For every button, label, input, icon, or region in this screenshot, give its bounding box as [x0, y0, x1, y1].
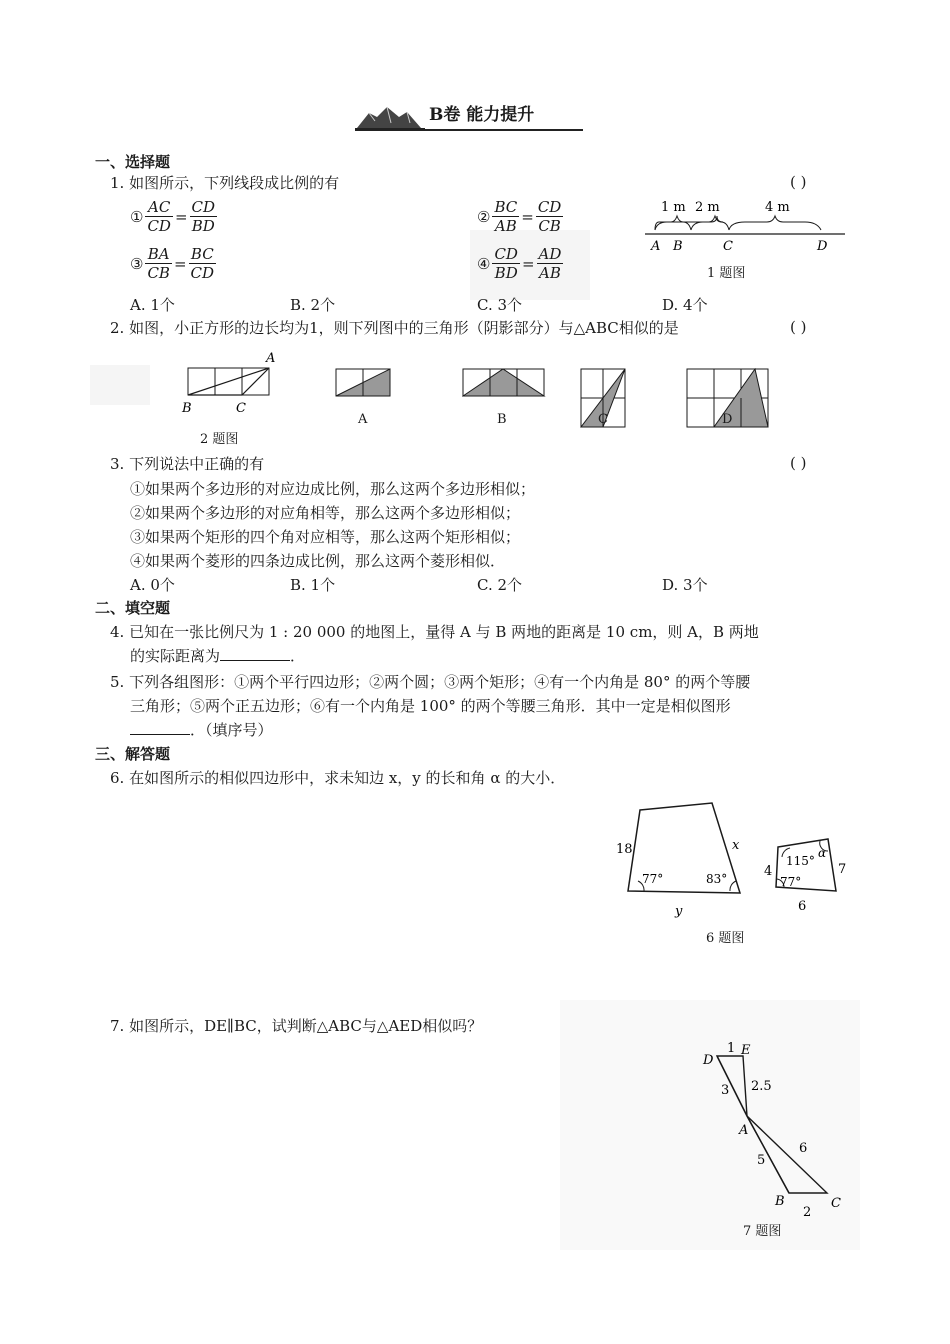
- q3-choice-a: A. 0个: [130, 576, 175, 594]
- section-heading-solve: 三、解答题: [95, 745, 171, 763]
- q2-option-b-label: B: [497, 412, 507, 427]
- q1-choice-a: A. 1个: [130, 296, 175, 314]
- q7-side-2: 2: [803, 1205, 812, 1218]
- q2-point-c: C: [236, 401, 246, 416]
- question-6-stem: 6. 在如图所示的相似四边形中，求未知边 x，y 的长和角 α 的大小．: [110, 769, 566, 787]
- q6-figure-caption: 6 题图: [706, 931, 745, 946]
- question-5-line-2: 三角形；⑤两个正五边形；⑥有一个内角是 100° 的两个等腰三角形．其中一定是相似图形: [130, 697, 731, 715]
- q7-side-3: 3: [721, 1083, 730, 1098]
- q6-angle-77-small: 77°: [780, 875, 802, 889]
- section-heading-choice: 一、选择题: [95, 153, 171, 171]
- q1-option-3: ③ $\frac{BA}{CB}$ = $\frac{BC}{CD}$: [130, 245, 215, 282]
- q2-point-b: B: [182, 401, 192, 416]
- q7-point-b: B: [775, 1194, 785, 1209]
- q1-point-b: B: [673, 239, 683, 254]
- page-title: B卷 能力提升: [429, 105, 535, 125]
- q1-seg-1m: 1 m: [661, 200, 686, 215]
- q7-point-e: E: [741, 1043, 751, 1058]
- q3-choice-c: C. 2个: [477, 576, 523, 594]
- q3-choice-d: D. 3个: [662, 576, 708, 594]
- q1-figure-caption: 1 题图: [707, 266, 746, 281]
- q6-angle-83: 83°: [706, 872, 728, 886]
- q7-side-6: 6: [799, 1141, 808, 1156]
- q7-point-c: C: [831, 1196, 841, 1211]
- q7-point-d: D: [703, 1053, 714, 1068]
- mountain-icon: [355, 103, 425, 131]
- q6-side-6: 6: [798, 899, 807, 914]
- q2-option-d-label: D: [722, 412, 733, 427]
- title-underline: [355, 129, 583, 131]
- q6-angle-115: 115°: [786, 854, 815, 868]
- q2-main-figure: [180, 350, 280, 425]
- q2-option-a-figure: [335, 368, 393, 400]
- q6-side-x: x: [732, 838, 740, 853]
- q6-side-y: y: [675, 904, 683, 919]
- q6-side-7: 7: [838, 862, 847, 877]
- q2-option-b-figure: [462, 368, 546, 400]
- question-7-stem: 7. 如图所示，DE∥BC，试判断△ABC与△AED相似吗？: [110, 1017, 483, 1035]
- q5-answer-blank[interactable]: [130, 720, 190, 735]
- q2-option-c-label: C: [598, 412, 608, 427]
- q1-choice-c: C. 3个: [477, 296, 523, 314]
- q7-figure-caption: 7 题图: [743, 1224, 782, 1239]
- q3-statement-4: ④如果两个菱形的四条边成比例，那么这两个菱形相似．: [130, 552, 506, 570]
- q7-side-2-5: 2.5: [751, 1079, 772, 1094]
- q4-answer-blank[interactable]: [220, 646, 290, 661]
- q3-statement-3: ③如果两个矩形的四个角对应相等，那么这两个矩形相似；: [130, 528, 521, 546]
- q1-choice-d: D. 4个: [662, 296, 708, 314]
- header-banner: [355, 103, 585, 131]
- q2-option-a-label: A: [358, 412, 368, 427]
- background-smudge: [90, 365, 150, 405]
- question-3-stem: 3. 下列说法中正确的有: [110, 455, 265, 473]
- q7-triangle-figure: [695, 1038, 855, 1218]
- q3-statement-2: ②如果两个多边形的对应角相等，那么这两个多边形相似；: [130, 504, 521, 522]
- q3-choice-b: B. 1个: [290, 576, 336, 594]
- q1-seg-2m: 2 m: [695, 200, 720, 215]
- question-4-line-2: 的实际距离为 ．: [130, 647, 306, 665]
- q6-angle-77-large: 77°: [642, 872, 664, 886]
- q6-side-18: 18: [616, 842, 633, 857]
- section-heading-fill: 二、填空题: [95, 599, 171, 617]
- q1-point-a: A: [651, 239, 661, 254]
- q3-statement-1: ①如果两个多边形的对应边成比例，那么这两个多边形相似；: [130, 480, 536, 498]
- q1-option-4: ④ $\frac{CD}{BD}$ = $\frac{AD}{AB}$: [477, 245, 562, 282]
- q1-option-1: ① $\frac{AC}{CD}$ = $\frac{CD}{BD}$: [130, 198, 216, 235]
- q7-point-a: A: [739, 1123, 749, 1138]
- question-4-line-1: 4. 已知在一张比例尺为 1 : 20 000 的地图上，量得 A 与 B 两地的距离是 10 cm，则 A，B 两地: [110, 623, 759, 641]
- q1-point-d: D: [817, 239, 828, 254]
- q1-point-c: C: [723, 239, 733, 254]
- q2-point-a: A: [266, 351, 276, 366]
- answer-paren-2: ( ): [790, 318, 807, 336]
- q6-angle-alpha: α: [818, 846, 827, 860]
- q6-quadrilateral-figure: [600, 795, 850, 945]
- q6-side-4: 4: [764, 864, 773, 879]
- q1-option-2: ② $\frac{BC}{AB}$ = $\frac{CD}{CB}$: [477, 198, 562, 235]
- q7-side-5: 5: [757, 1153, 766, 1168]
- answer-paren-1: ( ): [790, 173, 807, 191]
- question-2-stem: 2. 如图，小正方形的边长均为1，则下列图中的三角形（阴影部分）与△ABC相似的是: [110, 319, 679, 337]
- q7-side-1: 1: [727, 1041, 736, 1056]
- q1-choice-b: B. 2个: [290, 296, 336, 314]
- question-5-line-3: ．（填序号）: [130, 720, 273, 740]
- question-1-stem: 1. 如图所示，下列线段成比例的有: [110, 174, 340, 192]
- q1-seg-4m: 4 m: [765, 200, 790, 215]
- q2-figure-caption: 2 题图: [200, 432, 239, 447]
- q1-segment-figure: [645, 196, 845, 266]
- question-5-line-1: 5. 下列各组图形：①两个平行四边形；②两个圆；③两个矩形；④有一个内角是 80° 的两个等腰: [110, 673, 751, 691]
- answer-paren-3: ( ): [790, 454, 807, 472]
